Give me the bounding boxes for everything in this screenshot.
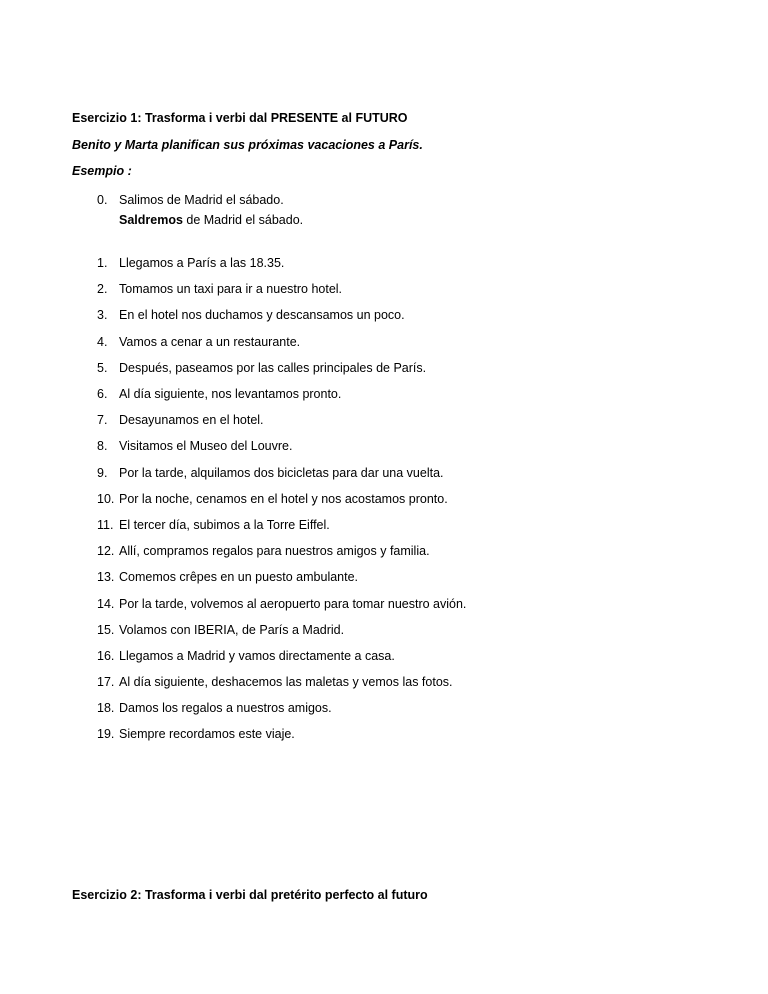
list-item: [97, 643, 466, 669]
list-item-number: 7.: [97, 413, 108, 428]
list-item-text: Desayunamos en el hotel.: [119, 413, 264, 428]
list-item-text: Llegamos a Madrid y vamos directamente a casa.: [119, 648, 395, 663]
list-item-text: Por la tarde, volvemos al aeropuerto para tomar nuestro avión.: [119, 596, 467, 611]
list-item-text: Siempre recordamos este viaje.: [119, 727, 295, 742]
list-item: [97, 302, 466, 328]
list-item: [97, 617, 466, 643]
example-answer-rest: de Madrid el sábado.: [182, 213, 304, 227]
list-item-text: Al día siguiente, nos levantamos pronto.: [119, 387, 342, 402]
list-item-text: Por la tarde, alquilamos dos bicicletas para dar una vuelta.: [119, 465, 444, 480]
list-item: [97, 329, 466, 355]
example-answer-verb: Saldremos: [119, 213, 183, 227]
list-item-text: El tercer día, subimos a la Torre Eiffel.: [119, 517, 330, 532]
list-item: [97, 460, 466, 486]
list-item-text: Por la noche, cenamos en el hotel y nos acostamos pronto.: [119, 491, 448, 506]
list-item-number: 11.: [97, 517, 114, 532]
list-item-number: 9.: [97, 465, 108, 480]
list-item: [97, 433, 466, 459]
list-item: [97, 590, 466, 616]
list-item-number: 14.: [97, 596, 115, 611]
list-item-number: 1.: [97, 256, 108, 271]
example-number: 0.: [97, 193, 108, 207]
list-item: [97, 276, 466, 302]
list-item-number: 18.: [97, 701, 115, 716]
list-item: [97, 538, 466, 564]
list-item-text: Vamos a cenar a un restaurante.: [119, 334, 301, 349]
list-item: [97, 564, 466, 590]
example-block: [97, 190, 303, 230]
list-item-text: Visitamos el Museo del Louvre.: [119, 439, 293, 454]
list-item-text: Volamos con IBERIA, de París a Madrid.: [119, 622, 345, 637]
list-item-number: 17.: [97, 675, 115, 690]
list-item: [97, 721, 466, 747]
list-item: [97, 512, 466, 538]
list-item-text: Al día siguiente, deshacemos las maletas y vemos las fotos.: [119, 675, 453, 690]
list-item: [97, 407, 466, 433]
example-sentence-row: [97, 190, 303, 210]
list-item-number: 3.: [97, 308, 108, 323]
example-label: Esempio :: [72, 164, 132, 178]
list-item-number: 19.: [97, 727, 115, 742]
list-item-number: 4.: [97, 334, 108, 349]
list-item-number: 16.: [97, 648, 115, 663]
list-item-text: Después, paseamos por las calles principales de París.: [119, 360, 427, 375]
list-item: [97, 355, 466, 381]
example-answer-row: [97, 210, 303, 230]
list-item-text: En el hotel nos duchamos y descansamos un poco.: [119, 308, 405, 323]
list-item: [97, 669, 466, 695]
list-item: [97, 695, 466, 721]
list-item-number: 6.: [97, 387, 108, 402]
list-item-text: Comemos crêpes en un puesto ambulante.: [119, 570, 359, 585]
exercise-2-title: Esercizio 2: Trasforma i verbi dal pretérito perfecto al futuro: [72, 888, 428, 902]
exercise-1-title: Esercizio 1: Trasforma i verbi dal PRESENTE al FUTURO: [72, 111, 408, 125]
list-item-number: 5.: [97, 360, 108, 375]
list-item-number: 15.: [97, 622, 115, 637]
list-item-number: 8.: [97, 439, 108, 454]
list-item-number: 10.: [97, 491, 115, 506]
list-item-text: Llegamos a París a las 18.35.: [119, 256, 285, 271]
list-item-number: 2.: [97, 282, 108, 297]
exercise-1-list: [97, 250, 466, 748]
exercise-1-subtitle: Benito y Marta planifican sus próximas vacaciones a París.: [72, 138, 423, 152]
list-item: [97, 381, 466, 407]
list-item-text: Damos los regalos a nuestros amigos.: [119, 701, 332, 716]
list-item-number: 12.: [97, 544, 115, 559]
list-item-number: 13.: [97, 570, 115, 585]
list-item: [97, 486, 466, 512]
list-item: [97, 250, 466, 276]
list-item-text: Allí, compramos regalos para nuestros amigos y familia.: [119, 544, 430, 559]
list-item-text: Tomamos un taxi para ir a nuestro hotel.: [119, 282, 343, 297]
example-sentence: Salimos de Madrid el sábado.: [119, 193, 284, 207]
